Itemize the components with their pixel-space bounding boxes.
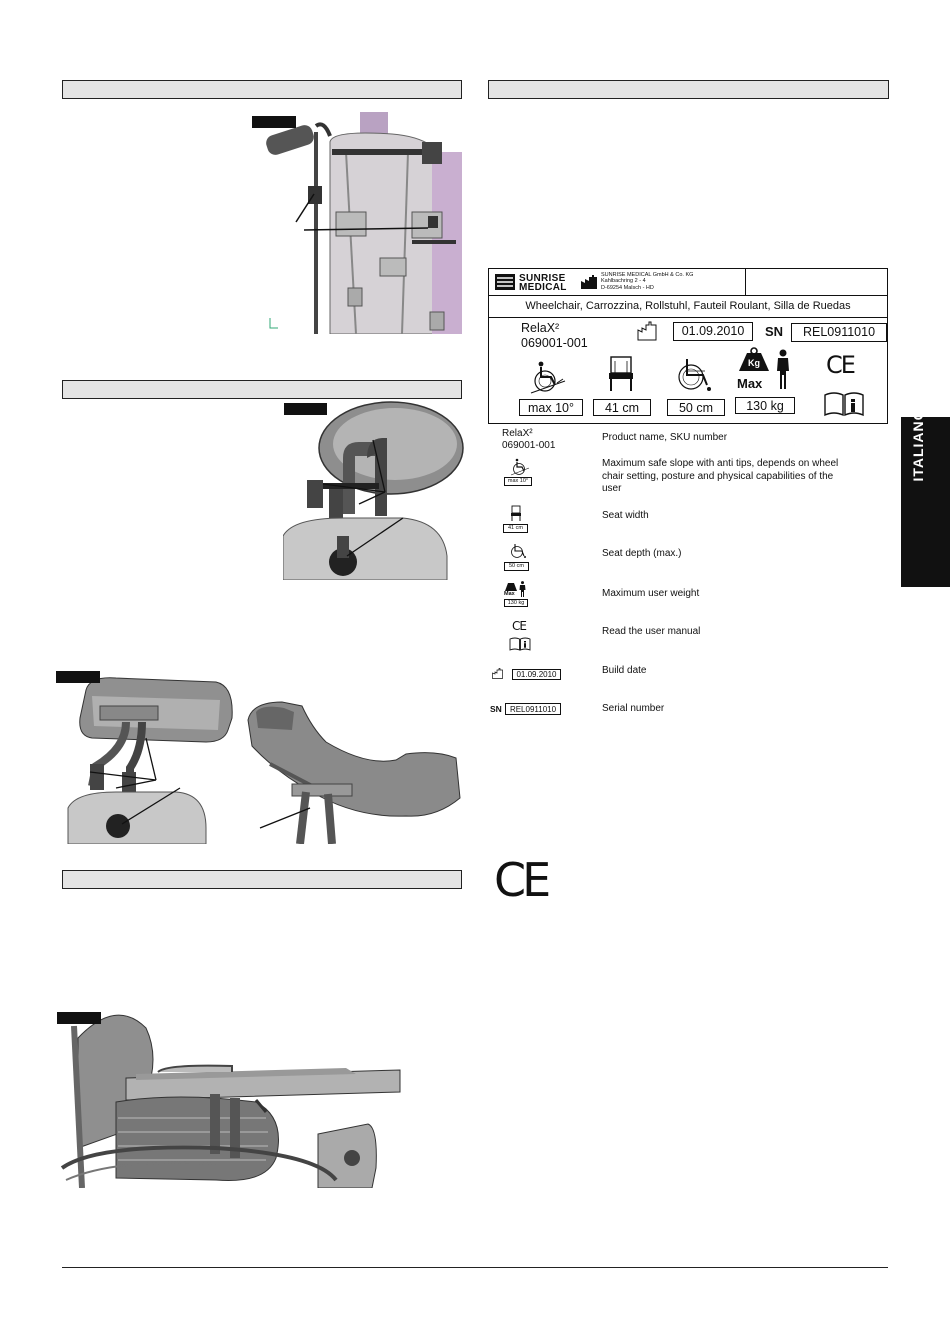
- legend-sku: 069001-001: [502, 440, 556, 451]
- figure-backrest-rear: [252, 112, 464, 334]
- brand-line-1: SUNRISE: [519, 273, 566, 284]
- manual-book-icon: [823, 391, 865, 417]
- legend-slope-text: Maximum safe slope with anti tips, depends on wheel chair setting, posture and physical capabilities of the user: [602, 458, 839, 494]
- legend-product-text: Product name, SKU number: [602, 432, 728, 443]
- legend-build-text: Build date: [602, 665, 647, 676]
- slope-wheelchair-icon: [529, 361, 567, 395]
- max-slope-value: max 10°: [519, 399, 583, 416]
- street: Kahlbachring 2 - 4: [601, 278, 646, 285]
- figure-number-tab: [252, 116, 296, 128]
- seat-width-small-icon: [510, 505, 522, 521]
- figure-tray: [56, 1008, 404, 1188]
- sunrise-medical-logo: [495, 273, 579, 291]
- legend-serial-value: REL0911010: [505, 703, 561, 715]
- legend-build-value: 01.09.2010: [512, 669, 561, 680]
- legend-row-build: [488, 663, 888, 687]
- figure-number-tab: [56, 671, 100, 683]
- legend-weight-text: Maximum user weight: [602, 588, 700, 599]
- legend-row-slope: [488, 456, 888, 498]
- product-label: [488, 268, 888, 424]
- weight-small-icon: [504, 581, 518, 591]
- figure-number-tab: [284, 403, 327, 415]
- sku-number: 069001-001: [521, 336, 588, 350]
- legend-depth-text: Seat depth (max.): [602, 548, 682, 559]
- seat-width-icon: [607, 355, 635, 393]
- ce-mark-small: CE: [826, 351, 854, 379]
- section-header-bar: [62, 80, 462, 99]
- legend-product-name: RelaX²: [502, 428, 533, 439]
- section-header-bar: [488, 80, 889, 99]
- legend-width-text: Seat width: [602, 510, 649, 521]
- serial-number-value: REL0911010: [791, 323, 887, 342]
- legend-row-width: [488, 505, 888, 535]
- figure-number-tab: [57, 1012, 101, 1024]
- seat-depth-small-icon: [510, 543, 528, 559]
- max-weight-value: 130 kg: [735, 397, 795, 414]
- weight-icon: [737, 347, 771, 373]
- legend-sn-label: SN: [490, 704, 502, 714]
- figure-headrest-adjustment: [56, 668, 464, 844]
- company-name: SUNRISE MEDICAL GmbH & Co. KG: [601, 272, 694, 278]
- legend-row-product: [488, 426, 888, 456]
- footer-rule: [62, 1267, 888, 1268]
- legend-width-value: 41 cm: [503, 524, 528, 533]
- legend-row-depth: [488, 543, 888, 573]
- build-date-value: 01.09.2010: [673, 322, 753, 341]
- build-date-icon: [637, 321, 657, 341]
- seat-depth-icon: [675, 357, 715, 393]
- seat-width-value: 41 cm: [593, 399, 651, 416]
- section-header-bar: [62, 870, 462, 889]
- manufacturer-address: [601, 272, 731, 291]
- product-name: RelaX²: [521, 321, 560, 335]
- brand-line-2: MEDICAL: [519, 282, 567, 293]
- legend-weight-value: 130 kg: [504, 599, 528, 607]
- legend-row-manual: [488, 619, 888, 653]
- figure-headrest: [283, 396, 464, 580]
- slope-icon: [510, 458, 530, 476]
- product-types: Wheelchair, Carrozzina, Rollstuhl, Fauteil Roulant, Silla de Ruedas: [489, 295, 887, 318]
- ce-mark-large: CE: [494, 853, 548, 907]
- person-small-icon: [519, 581, 526, 597]
- legend-row-weight: [488, 581, 888, 611]
- sn-label: SN: [765, 324, 784, 339]
- legend-manual-text: Read the user manual: [602, 626, 701, 637]
- product-name-block: [521, 321, 588, 351]
- legend-ce-icon: CE: [512, 619, 526, 633]
- divider: [745, 269, 746, 295]
- legend-slope-value: max 10°: [504, 477, 532, 486]
- legend-depth-value: 50 cm: [504, 562, 529, 571]
- max-word: Max: [737, 376, 763, 391]
- factory-icon: [581, 275, 597, 289]
- build-date-small-icon: [492, 668, 503, 679]
- person-icon: [775, 349, 791, 389]
- city: D-69254 Malsch - HD: [601, 284, 654, 291]
- legend-max-word: Max: [504, 591, 515, 597]
- kg-word: Kg: [748, 358, 760, 368]
- legend-row-serial: [488, 700, 888, 724]
- label-header-row: [489, 269, 887, 296]
- seat-depth-value: 50 cm: [667, 399, 725, 416]
- manual-small-icon: [509, 637, 531, 651]
- legend-product-icon: [502, 428, 555, 452]
- legend-serial-text: Serial number: [602, 703, 665, 714]
- language-label: ITALIANO: [910, 408, 926, 482]
